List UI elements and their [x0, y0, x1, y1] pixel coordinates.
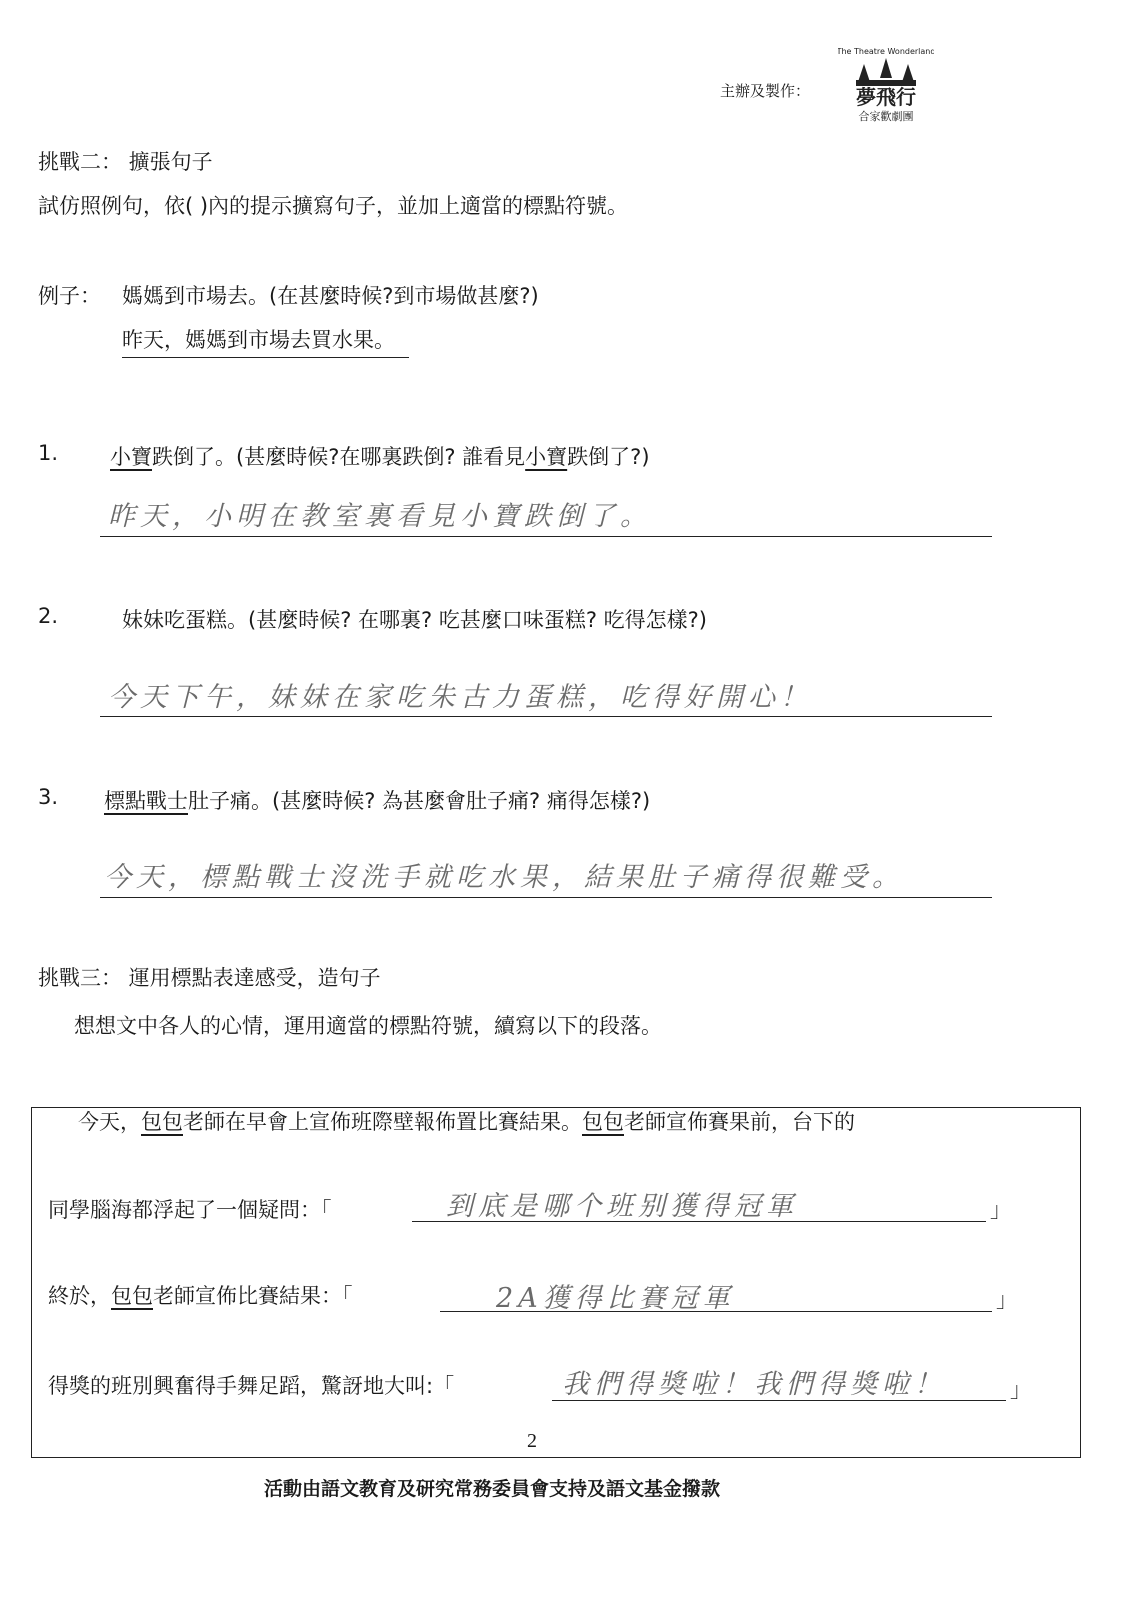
- paragraph-line4-lead: 得獎的班別興奮得手舞足蹈，驚訝地大叫:「: [48, 1374, 455, 1398]
- line1-name2: 包包: [582, 1110, 624, 1134]
- theatre-logo: [838, 42, 934, 128]
- sponsor-note: 活動由語文教育及研究常務委員會支持及語文基金撥款: [264, 1478, 721, 1500]
- paragraph-line2-lead: 同學腦海都浮起了一個疑問：「: [48, 1198, 332, 1222]
- challenge2-title: 挑戰二： 擴張句子: [38, 150, 213, 174]
- item1-prompt: [110, 441, 650, 471]
- example-answer: 昨天，媽媽到市場去買水果。: [122, 324, 409, 358]
- line3-text-b: 老師宣佈比賽結果：「: [153, 1284, 353, 1308]
- item1-answer: 昨天，小明在教室裏看見小寶跌倒了。: [108, 501, 652, 532]
- paragraph-line1: [78, 1106, 855, 1136]
- organizer-label: 主辦及製作：: [720, 82, 811, 100]
- item3-answer-line: [100, 897, 992, 898]
- line2-close-quote: 」: [990, 1198, 1011, 1222]
- line1-text-c: 老師宣佈賽果前，台下的: [624, 1110, 855, 1134]
- example-label: 例子：: [38, 284, 101, 308]
- svg-text:The Theatre Wonderland: The Theatre Wonderland: [838, 47, 934, 56]
- challenge3-title: 挑戰三： 運用標點表達感受，造句子: [38, 966, 381, 990]
- item1-subject: 小寶: [110, 445, 152, 469]
- item1-prompt-end: 跌倒了?): [567, 445, 650, 469]
- svg-text:合家歡劇團: 合家歡劇團: [858, 110, 914, 123]
- paragraph-line3-answer: 2A獲得比賽冠軍: [496, 1283, 735, 1314]
- line2-answer-line: [412, 1221, 986, 1222]
- line1-name: 包包: [141, 1110, 183, 1134]
- item3-prompt: [104, 785, 650, 815]
- item2-prompt: 妹妹吃蛋糕。(甚麼時候? 在哪裏? 吃甚麼口味蛋糕? 吃得怎樣?): [122, 608, 707, 632]
- item1-prompt-text: 跌倒了。(甚麼時候?在哪裏跌倒? 誰看見: [152, 445, 526, 469]
- challenge3-instruction: 想想文中各人的心情，運用適當的標點符號，續寫以下的段落。: [74, 1014, 662, 1038]
- item2-answer: 今天下午，妹妹在家吃朱古力蛋糕，吃得好開心！: [108, 682, 812, 713]
- svg-text:夢飛行: 夢飛行: [856, 85, 916, 109]
- line3-name: 包包: [111, 1284, 153, 1308]
- paragraph-line3: [48, 1280, 353, 1310]
- item3-answer: 今天，標點戰士沒洗手就吃水果，結果肚子痛得很難受。: [104, 862, 904, 893]
- item2-answer-line: [100, 716, 992, 717]
- line3-text-a: 終於，: [48, 1284, 111, 1308]
- page-number: 2: [527, 1430, 537, 1452]
- item1-number: 1.: [38, 441, 59, 465]
- item1-subject2: 小寶: [525, 445, 568, 469]
- paragraph-line4-answer: 我們得獎啦！我們得獎啦！: [562, 1369, 946, 1400]
- paragraph-line2-answer: 到底是哪个班别獲得冠軍: [446, 1191, 798, 1222]
- challenge2-instruction: 試仿照例句，依( )內的提示擴寫句子，並加上適當的標點符號。: [38, 194, 629, 218]
- item3-number: 3.: [38, 785, 59, 809]
- line3-close-quote: 」: [996, 1288, 1017, 1312]
- item3-subject: 標點戰士: [104, 789, 188, 813]
- line4-answer-line: [552, 1400, 1006, 1401]
- example-sentence: 媽媽到市場去。(在甚麼時候?到市場做甚麼?): [122, 284, 539, 308]
- item2-number: 2.: [38, 604, 59, 628]
- item3-prompt-text: 肚子痛。(甚麼時候? 為甚麼會肚子痛? 痛得怎樣?): [188, 789, 651, 813]
- line4-close-quote: 」: [1010, 1378, 1031, 1402]
- line1-text-a: 今天，: [78, 1110, 141, 1134]
- item1-answer-line: [100, 536, 992, 537]
- line3-answer-line: [440, 1311, 992, 1312]
- line1-text-b: 老師在早會上宣佈班際壁報佈置比賽結果。: [183, 1110, 582, 1134]
